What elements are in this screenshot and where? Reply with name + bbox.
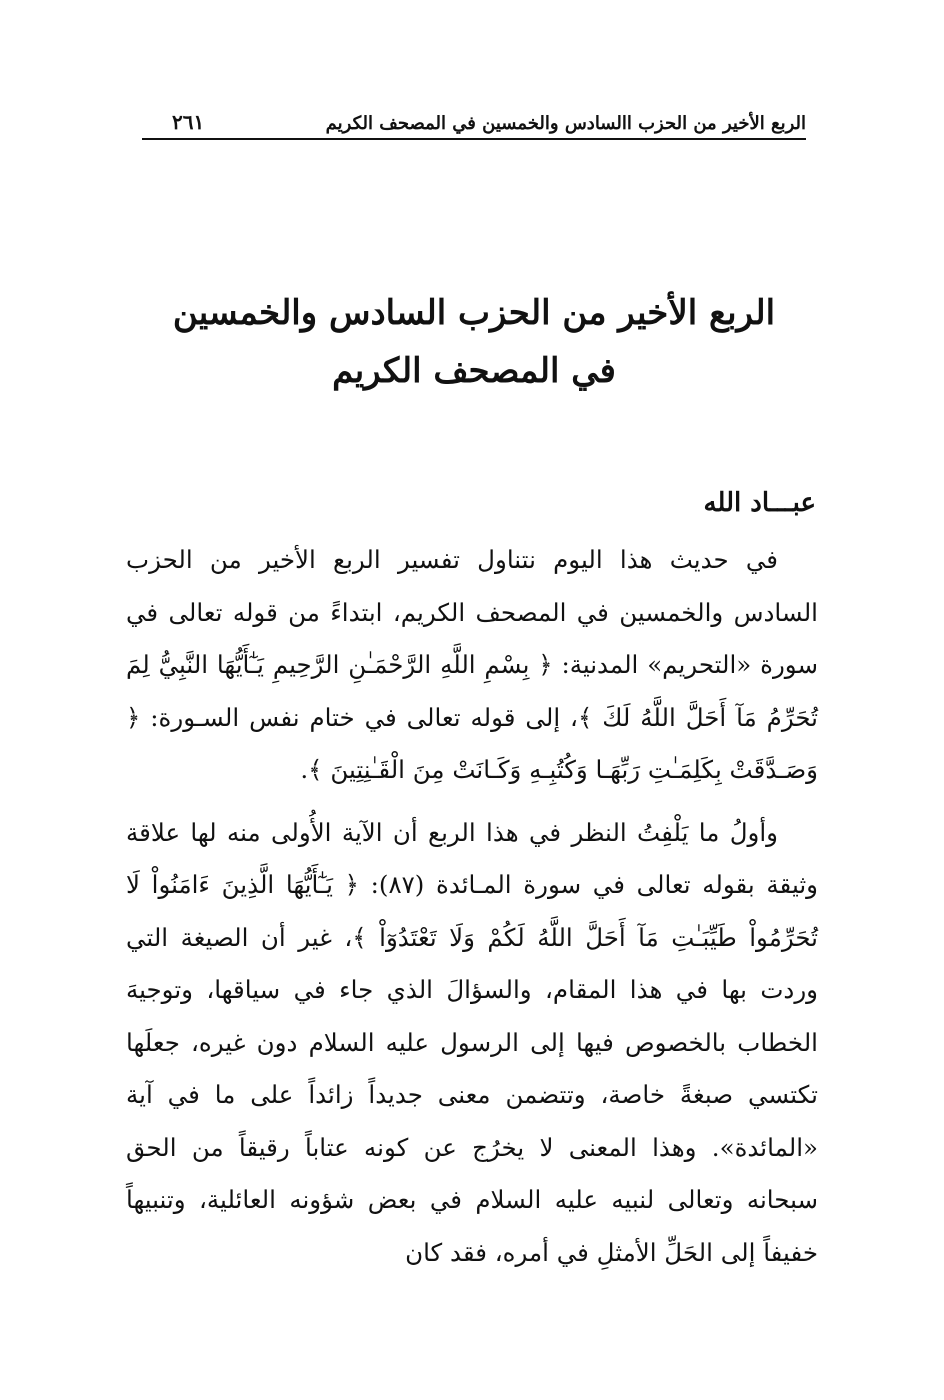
body-text <box>126 534 818 1279</box>
chapter-title <box>142 284 806 400</box>
page-number: ٢٦١ <box>172 110 205 134</box>
paragraph-2: وأولُ ما يَلْفِتُ النظر في هذا الربع أن الآية الأُولى منه لها علاقة وثيقة بقوله تعالى في سورة المـائدة (٨٧): ﴿ يَـٰٓأَيُّهَا الَّذِينَ ءَامَنُواْ لَا تُحَرِّمُواْ طَيِّبَـٰتِ مَآ أَحَلَّ اللَّهُ لَكُمْ وَلَا تَعْتَدُوٓاْ ﴾، غير أن الصيغة التي وردت بها في هذا المقام، والسؤالَ الذي جاء في سياقها، وتوجيهَ الخطاب بالخصوص فيها إلى الرسول عليه السلام دون غيره، جعلَها تكتسي صبغةً خاصة، وتتضمن معنى جديداً زائداً على ما في آية «المائدة». وهذا المعنى لا يخرُج عن كونه عتاباً رقيقاً من الحق سبحانه وتعالى لنبيه عليه السلام في بعض شؤونه العائلية، وتنبيهاً خفيفاً إلى الحَلِّ الأمثلِ في أمره، فقد كان <box>126 817 818 1267</box>
running-title: الربع الأخير من الحزب االسادس والخمسين في المصحف الكريم <box>325 113 806 134</box>
running-header <box>142 104 806 140</box>
paragraph-1: في حديث هذا اليوم نتناول تفسير الربع الأخير من الحزب السادس والخمسين في المصحف الكريم، ابتداءً من قوله تعالى في سورة «التحريم» المدنية: ﴿ بِسْمِ اللَّهِ الرَّحْمَـٰنِ الرَّحِيمِ يَـٰٓأَيُّهَا النَّبِيُّ لِمَ تُحَرِّمُ مَآ أَحَلَّ اللَّهُ لَكَ ﴾، إلى قوله تعالى في ختام نفس السـورة: ﴿ وَصَـدَّقَتْ بِكَلِمَـٰتِ رَبِّهَـا وَكُتُبِـهِ وَكَـانَتْ مِنَ الْقَـٰنِتِينَ ﴾. <box>126 545 818 784</box>
chapter-title-line-2: في المصحف الكريم <box>332 351 616 391</box>
salutation-heading: عبـــاد الله <box>703 488 816 518</box>
chapter-title-line-1: الربع الأخير من الحزب السادس والخمسين <box>172 293 776 333</box>
